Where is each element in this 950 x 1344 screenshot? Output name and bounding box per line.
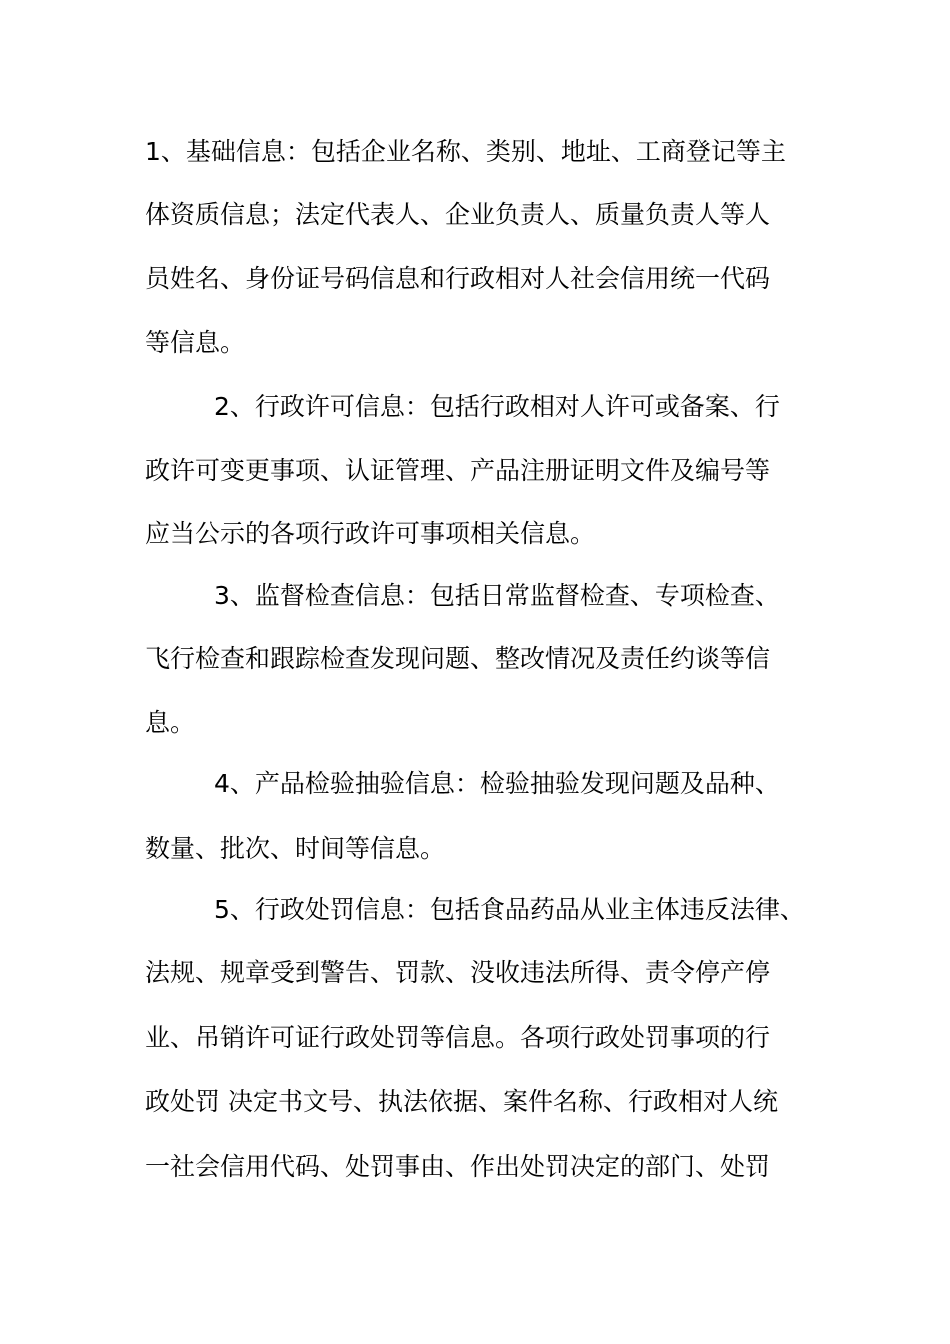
paragraph-3-line-1: 3、监督检查信息：包括日常监督检查、专项检查、 — [214, 581, 780, 610]
paragraph-5-line-4: 政处罚 决定书文号、执法依据、案件名称、行政相对人统 — [145, 1087, 778, 1116]
paragraph-2-line-2: 政许可变更事项、认证管理、产品注册证明文件及编号等 — [145, 456, 771, 485]
paragraph-3-line-2: 飞行检查和跟踪检查发现问题、整改情况及责任约谈等信 — [145, 644, 771, 673]
paragraph-5-line-2: 法规、规章受到警告、罚款、没收违法所得、责令停产停 — [145, 958, 771, 987]
paragraph-1-line-3: 员姓名、身份证号码信息和行政相对人社会信用统一代码 — [145, 264, 771, 293]
paragraph-2-line-1: 2、行政许可信息：包括行政相对人许可或备案、行 — [214, 392, 780, 421]
paragraph-3-line-3: 息。 — [145, 708, 196, 737]
paragraph-4-line-1: 4、产品检验抽验信息：检验抽验发现问题及品种、 — [214, 769, 780, 798]
paragraph-4-line-2: 数量、批次、时间等信息。 — [145, 834, 446, 863]
paragraph-1-line-1: 1、基础信息：包括企业名称、类别、地址、工商登记等主 — [145, 137, 786, 166]
paragraph-1-line-4: 等信息。 — [145, 328, 246, 357]
paragraph-5-line-1: 5、行政处罚信息：包括食品药品从业主体违反法律、 — [214, 895, 805, 924]
paragraph-2-line-3: 应当公示的各项行政许可事项相关信息。 — [145, 519, 596, 548]
paragraph-5-line-3: 业、吊销许可证行政处罚等信息。各项行政处罚事项的行 — [145, 1023, 771, 1052]
paragraph-1-line-2: 体资质信息；法定代表人、企业负责人、质量负责人等人 — [145, 200, 771, 229]
paragraph-5-line-5: 一社会信用代码、处罚事由、作出处罚决定的部门、处罚 — [145, 1152, 771, 1181]
